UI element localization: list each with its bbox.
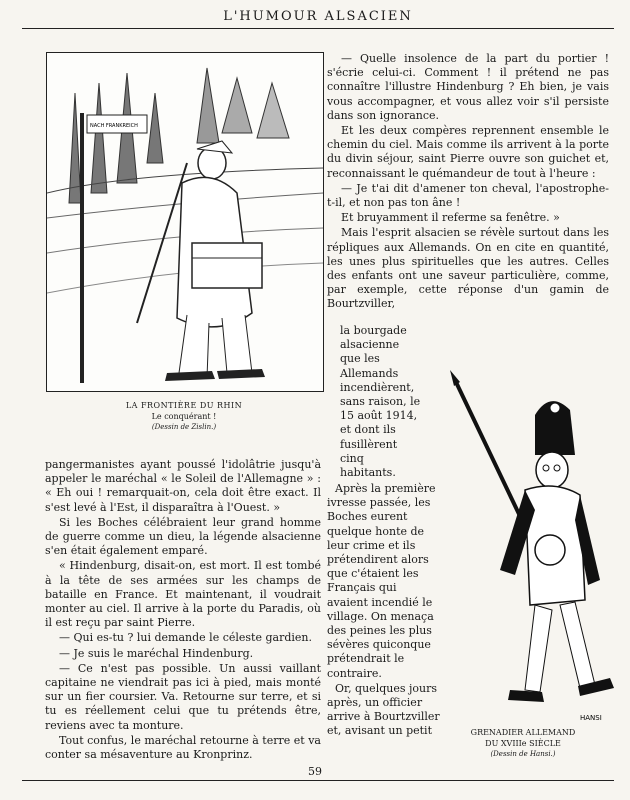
- paragraph: Mais l'esprit alsacien se révèle surtout dans les répliques aux Allemands. On en cite en quantité, les unes plus spirituelles que les autres. Celles des enfants ont une saveur particulière, comme, par exemple, cette réponse d'un gamin de Bourtzviller,: [327, 226, 609, 311]
- footer-rule: [22, 780, 614, 781]
- right-column-text: [327, 52, 609, 313]
- paragraph: Et bruyamment il referme sa fenêtre. »: [341, 211, 560, 225]
- paragraph: — Je t'ai dit d'amener ton cheval, l'apostrophe-t-il, et non pas ton âne !: [327, 181, 609, 210]
- figure1-caption: [46, 400, 322, 433]
- narrow-text-block: [340, 324, 423, 481]
- left-column-text: [45, 458, 321, 763]
- paragraph: pangermanistes ayant poussé l'idolâtrie jusqu'à appeler le maréchal « le Soleil de l'Allemagne » : « Eh oui ! remarquait-on, cela doit être exact. Il s'est levé à l'Est, il disparaîtra à l'Ouest. »: [45, 458, 321, 514]
- figure2-caption-title: GRENADIER ALLEMAND: [470, 728, 576, 737]
- paragraph: — Je suis le maréchal Hindenburg.: [59, 646, 254, 660]
- paragraph: la bourgade alsacienne que les Allemands incendièrent, sans raison, le 15 août 1914, et dont ils fusillèrent cinq habitants.: [340, 324, 421, 480]
- figure1-caption-title: LA FRONTIÈRE DU RHIN: [125, 401, 243, 410]
- narrow-text-block-2: [327, 482, 440, 740]
- paragraph: — Ce n'est pas possible. Un aussi vaillant capitaine ne viendrait pas ici à pied, mais monté sur un fier coursier. Va. Retourne sur terre, et si tu es réellement celui que tu prétends être, reviens avec ta monture.: [45, 661, 321, 732]
- paragraph: Après la première ivresse passée, les Boches eurent quelque honte de leur crime et ils prétendirent alors que c'étaient les Français qui avaient incendié le village. On menaça des peines les plus sévères quiconque prétendrait le contraire.: [327, 482, 436, 680]
- figure2-caption-credit: (Dessin de Hansi.): [490, 750, 556, 758]
- paragraph: « Hindenburg, disait-on, est mort. Il est tombé à la tête de ses armées sur les champs de bataille en France. Et maintenant, il voudrait monter au ciel. Il arrive à la porte du Paradis, où il est reçu par saint Pierre.: [45, 559, 321, 630]
- illustration-grenadier: [440, 370, 620, 730]
- figure2-caption-sub: DU XVIIIe SIÈCLE: [485, 739, 561, 748]
- paragraph: Or, quelques jours après, un officier arrive à Bourtzviller et, avisant un petit: [327, 681, 440, 738]
- illustration-frontier: [46, 52, 324, 392]
- paragraph: Et les deux compères reprennent ensemble le chemin du ciel. Mais comme ils arrivent à la porte du divin séjour, saint Pierre ouvre son guichet et, reconnaissant le quémandeur de tout à l'heure :: [327, 124, 609, 180]
- paragraph: Si les Boches célébraient leur grand homme de guerre comme un dieu, la légende alsacienne s'en était également emparé.: [45, 515, 321, 558]
- paragraph: — Quelle insolence de la part du portier ! s'écrie celui-ci. Comment ! il prétend ne pas connaître l'illustre Hindenburg ? Eh bien, je vais vous accompagner, et vous allez voir s'il persiste dans son ignorance.: [327, 52, 609, 122]
- header-title: L'HUMOUR ALSACIEN: [223, 9, 413, 24]
- running-header: [22, 6, 614, 29]
- sign-text: NACH FRANKREICH: [90, 123, 138, 129]
- frontier-drawing: [47, 53, 323, 391]
- grenadier-drawing: [440, 370, 620, 730]
- figure1-caption-sub: Le conquérant !: [151, 412, 217, 421]
- figure1-caption-credit: (Dessin de Zislin.): [151, 423, 217, 431]
- signature-text: HANSI: [580, 714, 602, 722]
- paragraph: Tout confus, le maréchal retourne à terre et va conter sa mésaventure au Kronprinz.: [45, 733, 321, 762]
- paragraph: — Qui es-tu ? lui demande le céleste gardien.: [59, 631, 312, 645]
- figure2-caption: [438, 727, 608, 760]
- page-number: 59: [308, 765, 322, 778]
